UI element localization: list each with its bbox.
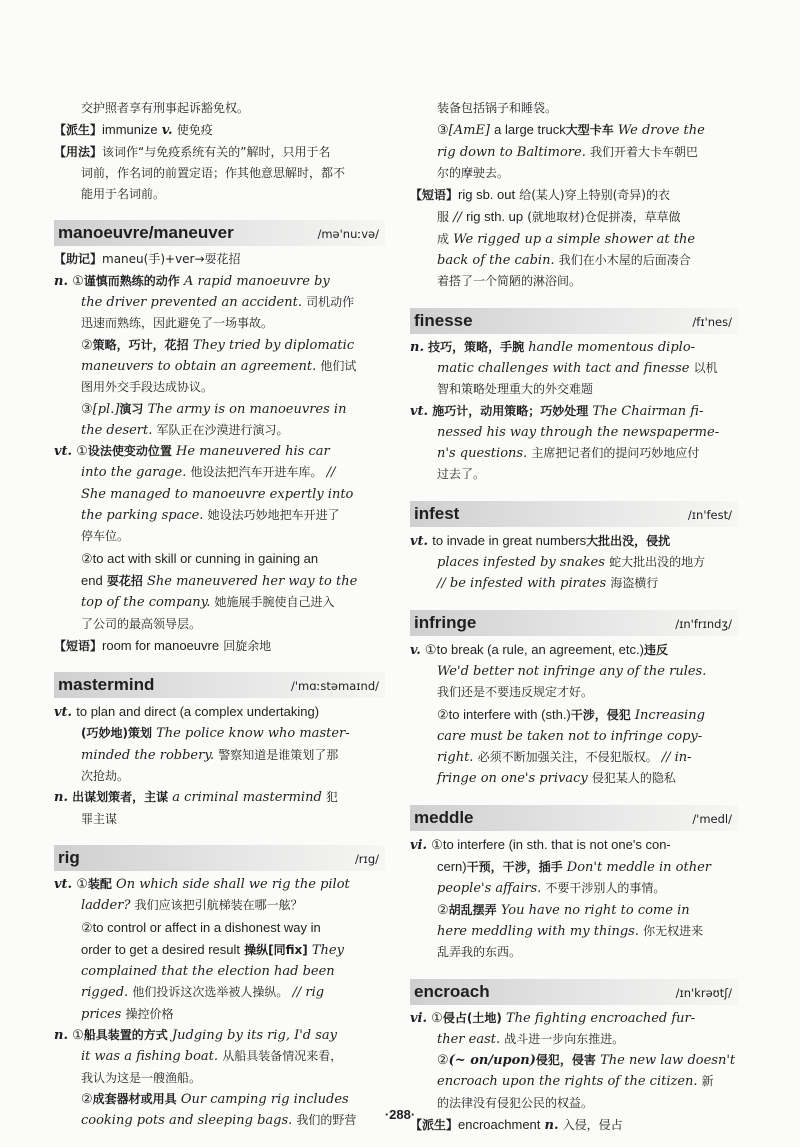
entry-continuation: 交护照者享有刑事起诉豁免权。 <box>81 101 250 115</box>
usage-note: 【用法】该词作“与免疫系统有关的”解时，只用于名 <box>54 144 331 159</box>
sense-verb: vt. to invade in great numbers大批出没，侵扰 <box>410 532 671 549</box>
headword-infringe: infringe /ɪn'frɪndʒ/ <box>410 610 738 636</box>
headword-rig: rig /rɪg/ <box>54 845 385 871</box>
sense-verb-2: ②to interfere with (sth.)干涉，侵犯 Increasing <box>437 706 705 723</box>
sense-noun-2: ②策略，巧计，花招 They tried by diplomatic <box>81 337 355 353</box>
headword-meddle: meddle /'medl/ <box>410 805 738 831</box>
sense-verb-1: vi. ①侵占(土地) The fighting encroached fur- <box>410 1010 696 1026</box>
sense-noun: n. 技巧，策略，手腕 handle momentous diplo- <box>410 339 696 355</box>
entry-continuation: 装备包括锅子和睡袋。 <box>437 101 558 115</box>
sense-noun-3: ③[AmE] a large truck大型卡车 We drove the <box>437 122 705 139</box>
phrase-room-for-manoeuvre: 【短语】room for manoeuvre 回旋余地 <box>54 637 272 653</box>
page-number: ·288· <box>384 1107 416 1122</box>
right-column: 装备包括锅子和睡袋。 ③[AmE] a large truck大型卡车 We drove the rig down to Baltimore. 我们开着大卡车朝巴 尔的摩驶去。 【短语】rig sb. out 给(某人)穿上特别(奇异)的衣 服 // rig sth. up (就地取材)仓促拼凑，草草做 成 We rigged up a simple shower at the back of the cabin. 我们在小木屋的后面凑合 着搭了一个简陋的淋浴间。 finesse /fɪ'nes/ n. 技巧，策略，手腕 handle momentous diplo- matic challenges with tact and finesse 以机 智和策略处理重大的外交难题 vt. 施巧计，动用策略；巧妙处理 The Chairman fi- nessed his way through the newspapermе- n's questions. 主席把记者们的提问巧妙地应付 过去了。 infest /ɪn'fest/ vt. to invade in great numbers大批出没，侵扰 places infested by snakes 蛇大批出没的地方 // be infested with pirates 海盗横行 infringe /ɪn'frɪndʒ/ v. ①to break (a rule, an agreement, etc.)违反 We'd better not infringe any of the rules. 我们还是不要违反规定才好。 ②to interfere with (sth.)干涉，侵犯 Increasing care must be taken not to infringe copy- right. 必须不断加强关注，不侵犯版权。 // in- fringe on one's privacy 侵犯某人的隐私 meddle /'medl/ vi. ①to interfere (in sth. that is not one's con- cern)干预，干涉，插手 Don't meddle in other people's affairs. 不要干涉别人的事情。 ②胡乱摆弄 You have no right to come in here meddling with my things. 你无权进来 乱弄我的东西。 encroach /ɪn'krəʊtʃ/ vi. ①侵占(土地) The fighting encroached fur- ther east. 战斗进一步向东推进。 ②(~ on/upon)侵犯，侵害 The new law doesn't encroach upon the rights of the citizen. 新 的法律没有侵犯公民的权益。 【派生】encroachment n. 入侵，侵占 <box>410 0 738 1136</box>
headword-infest: infest /ɪn'fest/ <box>410 501 738 527</box>
sense-verb-2: ②胡乱摆弄 You have no right to come in <box>437 902 690 918</box>
left-column: 交护照者享有刑事起诉豁免权。 【派生】immunize v. 使免疫 【用法】该词作“与免疫系统有关的”解时，只用于名 词前，作名词的前置定语；作其他意思解时，都不 能用于名词前。 manoeuvre/maneuver /mə'nuːvə/ 【助记】maneu(手)+ver→耍花招 n. ①谨慎而熟练的动作 A rapid manoeuvre by the driver prevented an accident. 司机动作 迅速而熟练，因此避免了一场事故。 ②策略，巧计，花招 They tried by diplomatic maneuvers to obtain an agreement. 他们试 图用外交手段达成协议。 ③[pl.]演习 The army is on manoeuvres in the desert. 军队正在沙漠进行演习。 vt. ①设法使变动位置 He maneuvered his car into the garage. 他设法把汽车开进车库。 // She managed to manoeuvre expertly into the parking space. 她设法巧妙地把车开进了 停车位。 ②to act with skill or cunning in gaining an end 耍花招 She maneuvered her way to the top of the company. 她施展手腕使自己进入 了公司的最高领导层。 【短语】room for manoeuvre 回旋余地 mastermind /'mɑːstəmaɪnd/ vt. to plan and direct (a complex undertaking) (巧妙地)策划 The police know who master- minded the robbery. 警察知道是谁策划了那 次抢劫。 n. 出谋划策者，主谋 a criminal mastermind 犯 罪主谋 rig /rɪg/ vt. ①装配 On which side shall we rig the pilot ladder? 我们应该把引航梯装在哪一舷？ ②to control or affect in a dishonest way in order to get a desired result 操纵[同fix] They complained that the election had been rigged. 他们投诉这次选举被人操纵。 // rig prices 操控价格 n. ①船具装置的方式 Judging by its rig, I'd say it was a fishing boat. 从船具装备情况来看， 我认为这是一艘渔船。 ②成套器材或用具 Our camping rig includes cooking pots and sleeping bags. 我们的野营 <box>54 0 385 1131</box>
derivative-immunize: 【派生】immunize v. 使免疫 <box>54 122 213 139</box>
sense-noun: n. 出谋划策者，主谋 a criminal mastermind 犯 <box>54 790 338 806</box>
headword-finesse: finesse /fɪ'nes/ <box>410 308 738 334</box>
sense-verb-1: vt. ①设法使变动位置 He maneuvered his car <box>54 444 330 460</box>
sense-noun-2: ②成套器材或用具 Our camping rig includes <box>81 1091 349 1107</box>
sense-verb-1: vt. ①装配 On which side shall we rig the pilot <box>54 876 350 892</box>
headword-encroach: encroach /ɪn'krəʊtʃ/ <box>410 979 738 1005</box>
sense-verb-1: vi. ①to interfere (in sth. that is not one's con- <box>410 836 671 853</box>
sense-verb: vt. to plan and direct (a complex undertaking) <box>54 704 320 721</box>
sense-verb-1: v. ①to break (a rule, an agreement, etc.)违反 <box>410 641 668 658</box>
headword-manoeuvre: manoeuvre/maneuver /mə'nuːvə/ <box>54 220 385 246</box>
sense-verb-2: ②to act with skill or cunning in gaining an <box>81 550 319 567</box>
sense-verb-2: ②to control or affect in a dishonest way in <box>81 919 321 936</box>
sense-verb-2: ②(~ on/upon)侵犯，侵害 The new law doesn't <box>437 1053 736 1069</box>
mnemonic: 【助记】maneu(手)+ver→耍花招 <box>54 252 241 267</box>
sense-noun-1: n. ①船具装置的方式 Judging by its rig, I'd say <box>54 1027 338 1043</box>
phrases-rig: 【短语】rig sb. out 给(某人)穿上特别(奇异)的衣 <box>410 187 670 203</box>
sense-verb: vt. 施巧计，动用策略；巧妙处理 The Chairman fi- <box>410 403 704 419</box>
sense-noun-1: n. ①谨慎而熟练的动作 A rapid manoeuvre by <box>54 273 330 289</box>
headword-mastermind: mastermind /'mɑːstəmaɪnd/ <box>54 672 385 698</box>
sense-noun-3: ③[pl.]演习 The army is on manoeuvres in <box>81 401 347 417</box>
derivative-encroachment: 【派生】encroachment n. 入侵，侵占 <box>410 1116 623 1133</box>
